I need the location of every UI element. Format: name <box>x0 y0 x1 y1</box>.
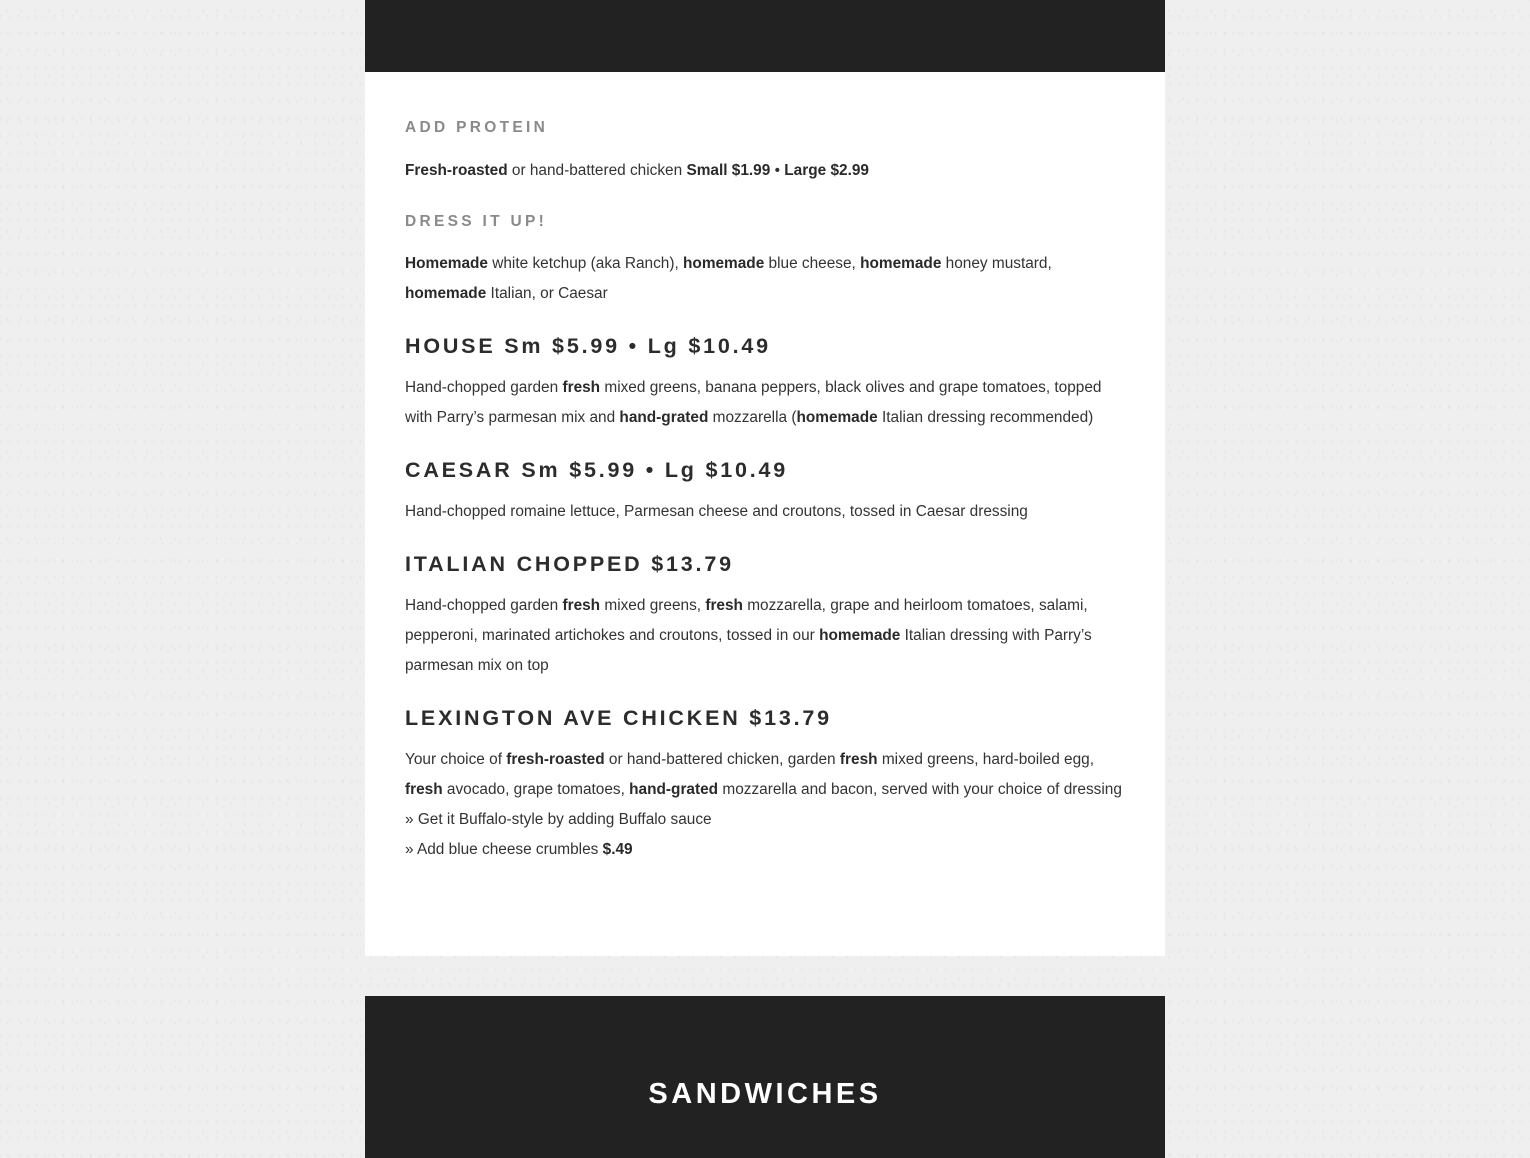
menu-item-description <box>405 373 1125 433</box>
text-segment: Hand-chopped garden <box>405 379 563 396</box>
menu-item-extra <box>405 835 1125 865</box>
dress-it-up-block <box>405 212 1125 309</box>
menu-item-title: ITALIAN CHOPPED $13.79 <box>405 552 734 576</box>
text-segment: mozzarella ( <box>708 409 797 426</box>
text-segment: white ketchup (aka Ranch), <box>487 255 684 272</box>
text-segment: Hand-chopped garden <box>405 597 563 614</box>
text-segment: Italian, or Caesar <box>486 285 608 302</box>
previous-section-header-band <box>365 0 1165 72</box>
dressing-options-text <box>405 249 1125 309</box>
emphasized-text: homemade <box>860 255 942 272</box>
menu-item <box>405 704 1125 865</box>
text-segment: mixed greens, banana peppers, black olives and grape tomatoes, topped with Parry’s parmesan mix and <box>405 379 1102 426</box>
emphasized-text: fresh <box>405 781 443 798</box>
add-protein-block <box>405 118 1125 186</box>
text-segment: mozzarella, grape and heirloom tomatoes, salami, pepperoni, marinated artichokes and croutons, tossed in our <box>405 597 1088 644</box>
emphasized-text: hand-grated <box>629 781 719 798</box>
menu-item-extra <box>405 805 1125 835</box>
sandwiches-section-header <box>365 996 1165 1158</box>
emphasized-text: fresh <box>562 379 601 396</box>
text-segment: mixed greens, hard-boiled egg, <box>877 751 1095 768</box>
emphasized-text: Large $2.99 <box>784 162 869 179</box>
menu-item <box>405 456 1125 527</box>
text-segment: or hand-battered chicken <box>507 162 687 179</box>
emphasized-text: Homemade <box>405 255 488 272</box>
emphasized-text: Fresh-roasted <box>405 162 508 179</box>
text-segment: honey mustard, <box>941 255 1052 272</box>
emphasized-text: fresh <box>562 597 601 614</box>
menu-item-title: CAESAR Sm $5.99 • Lg $10.49 <box>405 458 789 482</box>
salads-menu-card <box>365 72 1165 956</box>
text-segment: Italian dressing recommended) <box>877 409 1094 426</box>
menu-item <box>405 550 1125 681</box>
text-segment: Hand-chopped romaine lettuce, Parmesan cheese and croutons, tossed in Caesar dressing <box>405 503 1028 520</box>
emphasized-text: homemade <box>819 627 901 644</box>
text-segment: » Add blue cheese crumbles <box>405 841 603 858</box>
emphasized-text: fresh <box>839 751 878 768</box>
menu-item-description <box>405 591 1125 681</box>
emphasized-text: hand-grated <box>619 409 709 426</box>
menu-item <box>405 332 1125 433</box>
emphasized-text: homemade <box>405 285 487 302</box>
section-title: SANDWICHES <box>648 1078 882 1110</box>
add-protein-heading: ADD PROTEIN <box>405 119 549 136</box>
emphasized-text: homemade <box>796 409 878 426</box>
text-segment: mixed greens, <box>600 597 706 614</box>
text-segment: Your choice of <box>405 751 507 768</box>
text-segment: blue cheese, <box>764 255 861 272</box>
text-segment: Italian dressing with Parry’s parmesan mix on top <box>405 627 1092 674</box>
text-segment: or hand-battered chicken, garden <box>604 751 840 768</box>
text-segment: • <box>770 162 785 179</box>
emphasized-text: fresh-roasted <box>506 751 605 768</box>
menu-item-title: LEXINGTON AVE CHICKEN $13.79 <box>405 706 832 730</box>
emphasized-text: Small $1.99 <box>686 162 771 179</box>
add-protein-text <box>405 156 1125 186</box>
menu-item-title: HOUSE Sm $5.99 • Lg $10.49 <box>405 334 771 358</box>
emphasized-text: fresh <box>705 597 743 614</box>
text-segment: » Get it Buffalo-style by adding Buffalo sauce <box>405 811 712 828</box>
emphasized-text: $.49 <box>602 841 633 858</box>
menu-item-description <box>405 745 1125 805</box>
text-segment: avocado, grape tomatoes, <box>442 781 630 798</box>
menu-item-description <box>405 497 1125 527</box>
emphasized-text: homemade <box>683 255 765 272</box>
dress-it-up-heading: DRESS IT UP! <box>405 213 548 230</box>
text-segment: mozzarella and bacon, served with your choice of dressing <box>718 781 1122 798</box>
